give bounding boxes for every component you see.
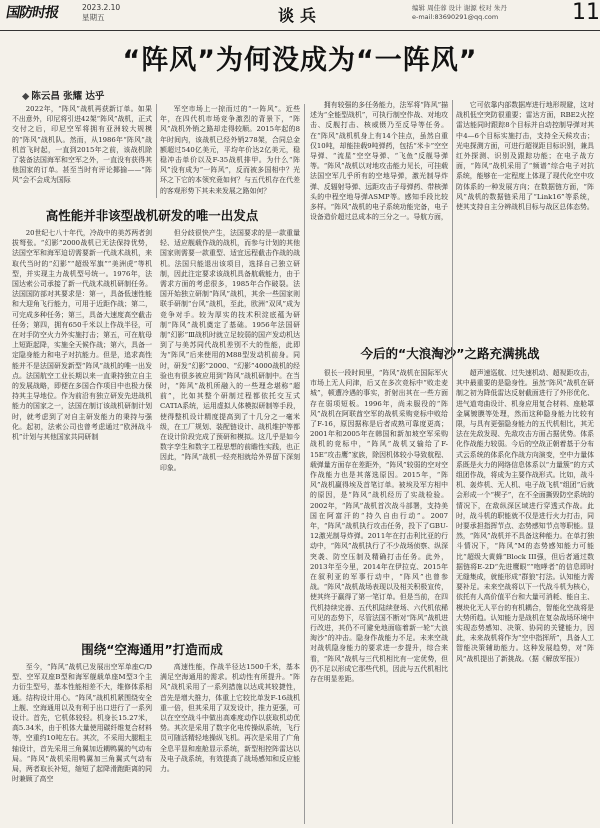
subhead-2: 今后的“大浪淘沙”之路充满挑战	[360, 346, 540, 361]
diamond-icon: ◆	[22, 91, 30, 102]
byline-authors: 陈云昌 张耀 达乎	[31, 91, 105, 102]
editor-names: 编辑 周佳蓉 设计 谢源 校对 朱丹	[412, 4, 507, 12]
col2-section3: 高速性能，作战半径达1500千米，基本满足空海通用的需求。机动性有所提升。“阵风”战机采用了一系列措施以达成其较捷性，首先是增大推力，体重上它较比单发F-16战机重一倍，但其采用了双发设计，推力更强，可以在空空战斗中做出高难度动作以获取机动优势。其次是采用了数字化电传操纵系统，飞行员可随活精轻地操纵飞机。再次是采用了广角全息平显和座舱显示系统，新型相控阵雷达以及电子战系统，有效提高了战场感知和反应能力。	[160, 663, 300, 774]
col2-section1: 但分歧很快产生，法国要求的是一款重量轻、适应舰载作战的战机，而参与计划的其他国家则需要一款重型、适宜远程截击作战的战机。法国只能退出该项目，选择自己独立研制，因此注定要求该战机具备航载能力，由于需求方面的考虑很多，1985年合作破裂。法国开始独立研制“阵风”战机，其余一些国家则联手研制“台风”战机，至此，欧洲“双风”成为竞争对手。较为厚实的技术积淀底蕴为研制“阵风”战机奠定了基础。1956年法国研制“幻影”Ⅲ战机时就立足较弱的国产发动机达到了与美苏同代战机差别不大的性能，此即为“阵风”后来使用的M88型发动机前身。同时，研发“幻影”2000、“幻影”4000战机的经验也有很多被应用到“阵风”战机研制中。在当时，“阵风”战机所融入的一些理念堪称“超前”，比如其整个研制过程都依托交互式CATIA系统，运用虚拟人体模拟研制等手段，使得整机设计精度提高到了十几分之一毫米级，在工厂规划、装配链设计、战机维护等都在设计阶段完成了预研和模拟。这几乎是如今数字孪生和数字工程思想的前瞻性实践，也正因此，“阵风”战机一经亮相就给外界留下深刻印象。	[160, 229, 300, 472]
newspaper-logo: 国防时报	[4, 5, 60, 21]
masthead	[0, 0, 600, 31]
editor-credits	[412, 4, 572, 22]
section-title: 谈兵	[277, 6, 322, 25]
col2-intro: 军空市场上一掠而过的“一阵风”。近些年，在四代机市场竞争激烈的背景下，“阵风”战机外销之路却走得较顺。2015年起的8年时间内，该战机已经外销278架，合同总金额超过540亿美元，平均年价达2亿美元，稳稳冲击单价以及F-35战机排甲。为什么“阵风”没有成为“一阵风”，反而被多国相中？光环之下它的本领究竟如何？与五代机存在代差的客观形势下其未来发展之路如何？	[160, 105, 300, 195]
subhead-1: 高性能并非该型战机研发的唯一出发点	[45, 208, 259, 223]
subhead-3: 围绕“空海通用”打造而成	[81, 642, 223, 657]
issue-date: 2023.2.10	[82, 3, 121, 12]
column-divider	[304, 104, 305, 824]
page-number: 11	[572, 0, 600, 25]
col3-intro: 拥有较强的多任务能力，法军将“阵风”描述为“全能型战机”，可执行制空作战、对地攻击、反舰打击、核威慑乃至反导等任务。在“阵风”战机机身上有14个挂点，虽然自重仅10吨，却能挂载9吨弹药，包括“米卡”空空导弹、“流星”空空导弹、“飞鱼”反舰导弹等。“阵风”战机以对地攻击能力见长，可挂载法国空军几乎所有的空地导弹，激光制导炸弹、反辐射导弹、远距攻击子母弹药、带核弹头的中程空地导弹ASMP等。感知手段比较多样。“阵风”战机的电子系统功能完备，电子设备造价超过总成本的三分之一。导航方面，	[310, 101, 448, 222]
column-divider	[156, 104, 157, 198]
col4-section2: 超声速巡航、过失速机动、超视距攻击，其中最重要的是隐身性。虽然“阵风”战机在研制之初为降低雷达反射截面进行了外形优化、进气道弯曲设计、机身应用复合材料、座舱罩金属镀膜等处理，然而这种隐身能力比较有限，与具有更强隐身能力的五代机相比，其无法在先敌发现、先敌攻击方面占据优势。体系化作战能力较弱。今后的空战正朝着基于分布式云系统的体系化作战方向演变，空中力量体系既是火力的网络信息体系以“力量簇”的方式组团作战，将成为主要作战形式。比如，战斗机、轰炸机、无人机、电子战飞机“组团”后就会形成一个“楔子”，在不全面撕毁防空系统的情况下，在敌纵深区域进行穿透式作战。此时，战斗机的职能就不仅是进行火力打击，同时要承担指挥节点、态势感知节点等职能。显然，“阵风”战机并不具备这种能力。在单打独斗情况下，“阵风”M的态势感知能力可能比“超级大黄蜂”Block III强，但后者通过数据链将E-2D“先进鹰眼”“咆哮者”的信息即时无缝集成，就能形成“群狼”打法。认知能力需要补足。未来空战将以下一代战斗机为核心，依托有人高价值平台和大量可消耗、能自主、模块化无人平台的有机耦合，智能化空战将是大势所趋。认知能力是战机在复杂战场环境中实现态势感知、决策、协同的关键能力，因此，未来战机将作为“空中指挥所”，具备人工智能决策辅助能力。这种发展趋势，对“阵风”战机提出了新挑战。（据《解放军报》）	[456, 369, 594, 663]
column-divider	[452, 100, 453, 824]
col1-intro: 2022年，“阵风”战机再获新订单。如果不出意外，印尼将引进42架“阵风”战机，正式交付之后，印尼空军将拥有亚洲较大规模的“阵风”战机队。然而，从1986年“阵风”战机首飞时起，一直到2015年之前，该战机除了装备法国海军和空军之外，一直没有获得其他国家的订单。甚至当时有评论揶揄——“阵风”会不会成为国际	[12, 105, 152, 185]
issue-weekday: 星期五	[82, 13, 105, 22]
article-headline: “阵风”为何没成为“一阵风”	[122, 45, 478, 76]
col3-section2: 很长一段时间里，“阵风”战机在国际军火市场上无人问津，后又在多次竞标中“败走麦城”，顿遭冷遇的事实，折射出其在一些方面存在弱项短板。1996年，尚未服役的“阵风”战机在阿联酋空军的战机采购竞标中败给了F-16，原因据称是后者成熟可靠度更高；2001年和2005年在韩国和新加坡空军采购战机的竞标中，“阵风”战机又输给了F-15E“攻击鹰”家族，除因机体较小导致航程、载弹量方面存在差距外，“阵风”较弱的空对空作战能力也是其落选原因。2015年，“阵风”战机赢得埃及首笔订单。被埃及军方相中的原因，是“阵风”战机经历了实战检验。2002年，“阵风”战机首次战斗部署，支持美国在阿富汗的“持久自由行动”。2007年，“阵风”战机执行攻击任务，投下了GBU-12激光制导炸弹。2011年在打击利比亚的行动中，“阵风”战机执行了不少战场侦察、纵深突袭、防空压制及精确打击任务。此外，2013年至今里，2014年在伊拉克、2015年在叙利亚的军事行动中，“阵风”也曾参战。“阵风”战机战场表现以及相关积极宣传，使其终于赢得了第一笔订单。但是当前，在四代机持续完善、五代机陆续登场、六代机依稀可见的态势下，尽管法国不断对“阵风”战机进行改进，其仍不可避免地面临着新一轮“大浪淘沙”的冲击。隐身作战能力不足。未来空战对战机隐身能力的要求进一步提升，综合来看，“阵风”战机与三代机相比有一定优势，但仍不足以形成它那些代机，因此与五代机相比存在明显差距。	[310, 369, 448, 684]
issue-date-block	[82, 3, 120, 23]
col1-section1: 20世纪七八十年代，冷战中的美苏两者剑拔弩张。“幻影”2000战机已无法保持优势，法国空军和海军迫切需要新一代战术战机，来取代当时的“幻影”“超级军旗”“美洲虎”等机型，并实现主力战机型号统一。1976年，法国达索公司承接了新一代战术战机研制任务。法国国防部对其要求是：第一，具备低速性能和大迎角飞行能力，可用于近距作战；第二，可完成多种任务；第三，具备大速度高空截击任务；第四，拥有650千米以上作战半径，可在对手防空火力外实施打击；第五，可在航母上短距起降，实施全天候作战；第六，具备一定隐身能力和电子对抗能力。但是，追求高性能并不是法国研发新型“阵风”战机的唯一出发点。法国航空工业长期以来一直秉持独立自主的发展战略，即便在多国合作项目中也极力保持其主导地位。作为前沿有独立研发先进战机能力的国家之一，法国在制订该战机研制计划时，就考虑到了对自主研发能力的秉持与强化。起初，法索公司也曾考虑通过“欧洲战斗机”计划与其他国家共同研制	[12, 229, 152, 442]
article-byline	[22, 88, 104, 102]
col4-intro: 它可依靠内部数据库进行地形规避，这对战机低空突防很重要；雷达方面，RBE2火控雷达能同时跟踪8个目标并自动控制导弹对其中4—6个目标实施打击，支持全天候攻击；光电探测方面，可进行超视距目标识别，兼具红外探测、识别及跟踪功能；在电子战方面，“阵风”战机采用了“频谱”综合电子对抗系统，能够在一定程度上体现了现代化空中攻防体系的一种发展方向；在数据链方面，“阵风”战机的数据链采用了“Link16”等系统，使其支持自主分辨战机目标与战区总体态势。	[456, 101, 594, 212]
editor-email: e-mail:83690291@qq.com	[412, 13, 499, 21]
col1-section3: 至今，“阵风”战机已发展出空军单座C/D型、空军双座B型和海军舰载单座M型3个主力衍生型号，基本性能相差不大，维修体系相通。结构设计用心。“阵风”战机机紧围绕安全上舰、空海通用以及有利于出口进行了一系列设计。首先，它机体较轻。机身长15.27米，高5.34米，由于机体大量使用碳纤维复合材料等，空重约10吨左右。其次，不采用大腿粗主轴设计，首先采用三角翼加近耦鸭翼的气动布局。“阵风”战机采用鸭翼加三角翼式气动布局，两者取长补短，缩短了起降滑跑距离的同时兼顾了高空	[12, 663, 152, 784]
